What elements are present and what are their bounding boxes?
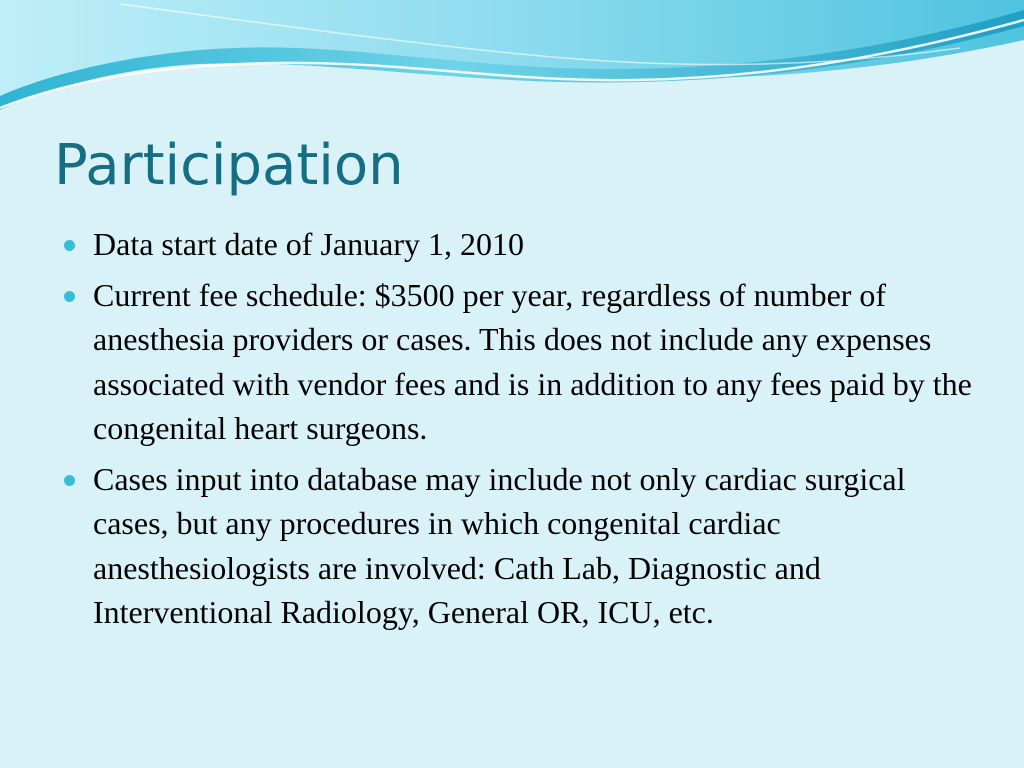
- decorative-wave-header: [0, 0, 1024, 130]
- bullet-text: Data start date of January 1, 2010: [93, 226, 524, 262]
- bullet-dot-icon: [64, 475, 75, 486]
- slide-title: Participation: [54, 133, 404, 198]
- bullet-item: [62, 457, 982, 635]
- bullet-item: [62, 222, 982, 267]
- bullet-text: Cases input into database may include not only cardiac surgical cases, but any procedures in which congenital cardiac anesthesiologists are involved: Cath Lab, Diagnostic and Interventional Radiology, General OR, ICU, etc.: [93, 460, 906, 630]
- bullet-list: [62, 222, 982, 641]
- bullet-item: [62, 273, 982, 451]
- bullet-text: Current fee schedule: $3500 per year, regardless of number of anesthesia providers or cases. This does not include any expenses associated with vendor fees and is in addition to any fees paid by the congenital heart surgeons.: [93, 276, 972, 446]
- bullet-dot-icon: [64, 291, 75, 302]
- bullet-dot-icon: [64, 240, 75, 251]
